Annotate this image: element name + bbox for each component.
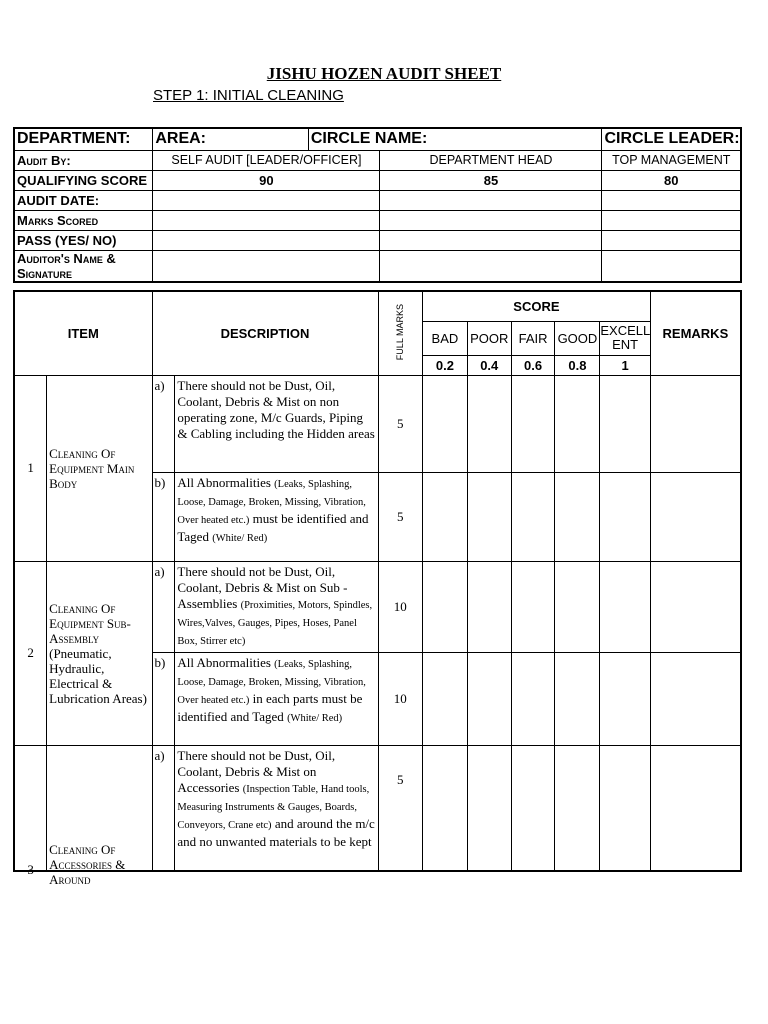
score-cell-good[interactable] (555, 472, 600, 561)
qualifying-score-self: 90 (153, 170, 380, 190)
score-value-fair: 0.6 (511, 355, 555, 375)
score-cell-good[interactable] (555, 745, 600, 871)
sub-letter: b) (152, 652, 175, 745)
audit-by-self: SELF AUDIT [LEADER/OFFICER] (153, 150, 380, 170)
score-cell-bad[interactable] (423, 745, 468, 871)
description-column-header: DESCRIPTION (152, 291, 378, 375)
sub-letter: b) (152, 472, 175, 561)
document-title: JISHU HOZEN AUDIT SHEET (266, 64, 502, 83)
item-name: Cleaning Of Accessories & Around (47, 745, 152, 871)
score-cell-poor[interactable] (467, 745, 511, 871)
score-level-good: GOOD (555, 321, 600, 355)
audit-date-label: AUDIT DATE: (14, 190, 153, 210)
full-marks-value: 5 (378, 745, 423, 871)
auditor-name-signature-label: Auditor's Name & Signature (14, 250, 153, 282)
item-description: All Abnormalities (Leaks, Splashing, Loose, Damage, Broken, Missing, Vibration, Over heated etc.) in each parts must be identified and Taged (White/ Red) (175, 652, 378, 745)
table-row (14, 745, 741, 871)
auditor-top-cell[interactable] (602, 250, 741, 282)
score-cell-bad[interactable] (423, 652, 468, 745)
score-cell-good[interactable] (555, 375, 600, 472)
score-cell-excellent[interactable] (600, 472, 650, 561)
score-cell-good[interactable] (555, 561, 600, 652)
score-cell-bad[interactable] (423, 375, 468, 472)
score-cell-poor[interactable] (467, 375, 511, 472)
marks-scored-top-cell[interactable] (602, 210, 741, 230)
score-cell-excellent[interactable] (600, 561, 650, 652)
item-description: There should not be Dust, Oil, Coolant, Debris & Mist on non operating zone, M/c Guards, Piping & Cabling including the Hidden areas (175, 375, 378, 472)
full-marks-value: 5 (378, 375, 423, 472)
audit-date-self-cell[interactable] (153, 190, 380, 210)
department-label: DEPARTMENT: (14, 128, 153, 150)
full-marks-value: 10 (378, 561, 423, 652)
remarks-cell[interactable] (650, 745, 741, 871)
item-number: 3 (14, 745, 47, 871)
sub-letter: a) (152, 375, 175, 472)
item-column-header: ITEM (14, 291, 152, 375)
score-cell-excellent[interactable] (600, 745, 650, 871)
audit-by-label: Audit By: (14, 150, 153, 170)
full-marks-column-header: FULL MARKS (378, 291, 423, 375)
remarks-cell[interactable] (650, 652, 741, 745)
score-cell-good[interactable] (555, 652, 600, 745)
area-label: AREA: (153, 128, 309, 150)
score-cell-poor[interactable] (467, 652, 511, 745)
full-marks-value: 5 (378, 472, 423, 561)
pass-self-cell[interactable] (153, 230, 380, 250)
pass-dept-cell[interactable] (380, 230, 602, 250)
qualifying-score-dept: 85 (380, 170, 602, 190)
score-level-poor: POOR (467, 321, 511, 355)
remarks-cell[interactable] (650, 472, 741, 561)
pass-top-cell[interactable] (602, 230, 741, 250)
score-cell-fair[interactable] (511, 375, 555, 472)
remarks-cell[interactable] (650, 375, 741, 472)
item-number: 1 (14, 375, 47, 561)
item-name: Cleaning Of Equipment Sub-Assembly (Pneumatic, Hydraulic, Electrical & Lubrication Areas) (47, 561, 152, 745)
marks-scored-self-cell[interactable] (153, 210, 380, 230)
sub-letter: a) (152, 745, 175, 871)
sub-letter: a) (152, 561, 175, 652)
item-description: All Abnormalities (Leaks, Splashing, Loose, Damage, Broken, Missing, Vibration, Over heated etc.) must be identified and Taged (White/ Red) (175, 472, 378, 561)
audit-header-table (13, 127, 742, 283)
score-cell-bad[interactable] (423, 472, 468, 561)
item-name: Cleaning Of Equipment Main Body (47, 375, 152, 561)
table-row (14, 561, 741, 652)
score-cell-poor[interactable] (467, 561, 511, 652)
pass-label: PASS (YES/ NO) (14, 230, 153, 250)
circle-name-label: CIRCLE NAME: (308, 128, 602, 150)
score-cell-excellent[interactable] (600, 375, 650, 472)
audit-date-top-cell[interactable] (602, 190, 741, 210)
marks-scored-dept-cell[interactable] (380, 210, 602, 230)
item-description: There should not be Dust, Oil, Coolant, Debris & Mist on Sub - Assemblies (Proximities, Motors, Spindles, Wires,Valves, Gauges, Pipes, Hoses, Panel Box, Stirrer etc) (175, 561, 378, 652)
score-value-good: 0.8 (555, 355, 600, 375)
audit-by-dept-head: DEPARTMENT HEAD (380, 150, 602, 170)
score-header: SCORE (423, 291, 651, 321)
audit-items-table (13, 290, 742, 887)
score-cell-bad[interactable] (423, 561, 468, 652)
audit-date-dept-cell[interactable] (380, 190, 602, 210)
remarks-column-header: REMARKS (650, 291, 741, 375)
remarks-cell[interactable] (650, 561, 741, 652)
step-subtitle: STEP 1: INITIAL CLEANING (153, 87, 344, 104)
score-value-bad: 0.2 (423, 355, 468, 375)
score-cell-fair[interactable] (511, 745, 555, 871)
audit-by-top-mgmt: TOP MANAGEMENT (602, 150, 741, 170)
circle-leader-label: CIRCLE LEADER: (602, 128, 741, 150)
auditor-dept-cell[interactable] (380, 250, 602, 282)
score-cell-fair[interactable] (511, 472, 555, 561)
item-number: 2 (14, 561, 47, 745)
item-description: There should not be Dust, Oil, Coolant, Debris & Mist on Accessories (Inspection Table, Hand tools, Measuring Instruments & Gauges, Boards, Conveyors, Crane etc) and around the m/c and no unwanted materials to be kept (175, 745, 378, 871)
table-row (14, 375, 741, 472)
score-cell-fair[interactable] (511, 561, 555, 652)
score-value-excellent: 1 (600, 355, 650, 375)
qualifying-score-top: 80 (602, 170, 741, 190)
score-cell-excellent[interactable] (600, 652, 650, 745)
score-value-poor: 0.4 (467, 355, 511, 375)
full-marks-value: 10 (378, 652, 423, 745)
score-level-excellent: EXCELL ENT (600, 321, 650, 355)
auditor-self-cell[interactable] (153, 250, 380, 282)
score-level-fair: FAIR (511, 321, 555, 355)
score-level-bad: BAD (423, 321, 468, 355)
score-cell-fair[interactable] (511, 652, 555, 745)
marks-scored-label: Marks Scored (14, 210, 153, 230)
qualifying-score-label: QUALIFYING SCORE (14, 170, 153, 190)
score-cell-poor[interactable] (467, 472, 511, 561)
